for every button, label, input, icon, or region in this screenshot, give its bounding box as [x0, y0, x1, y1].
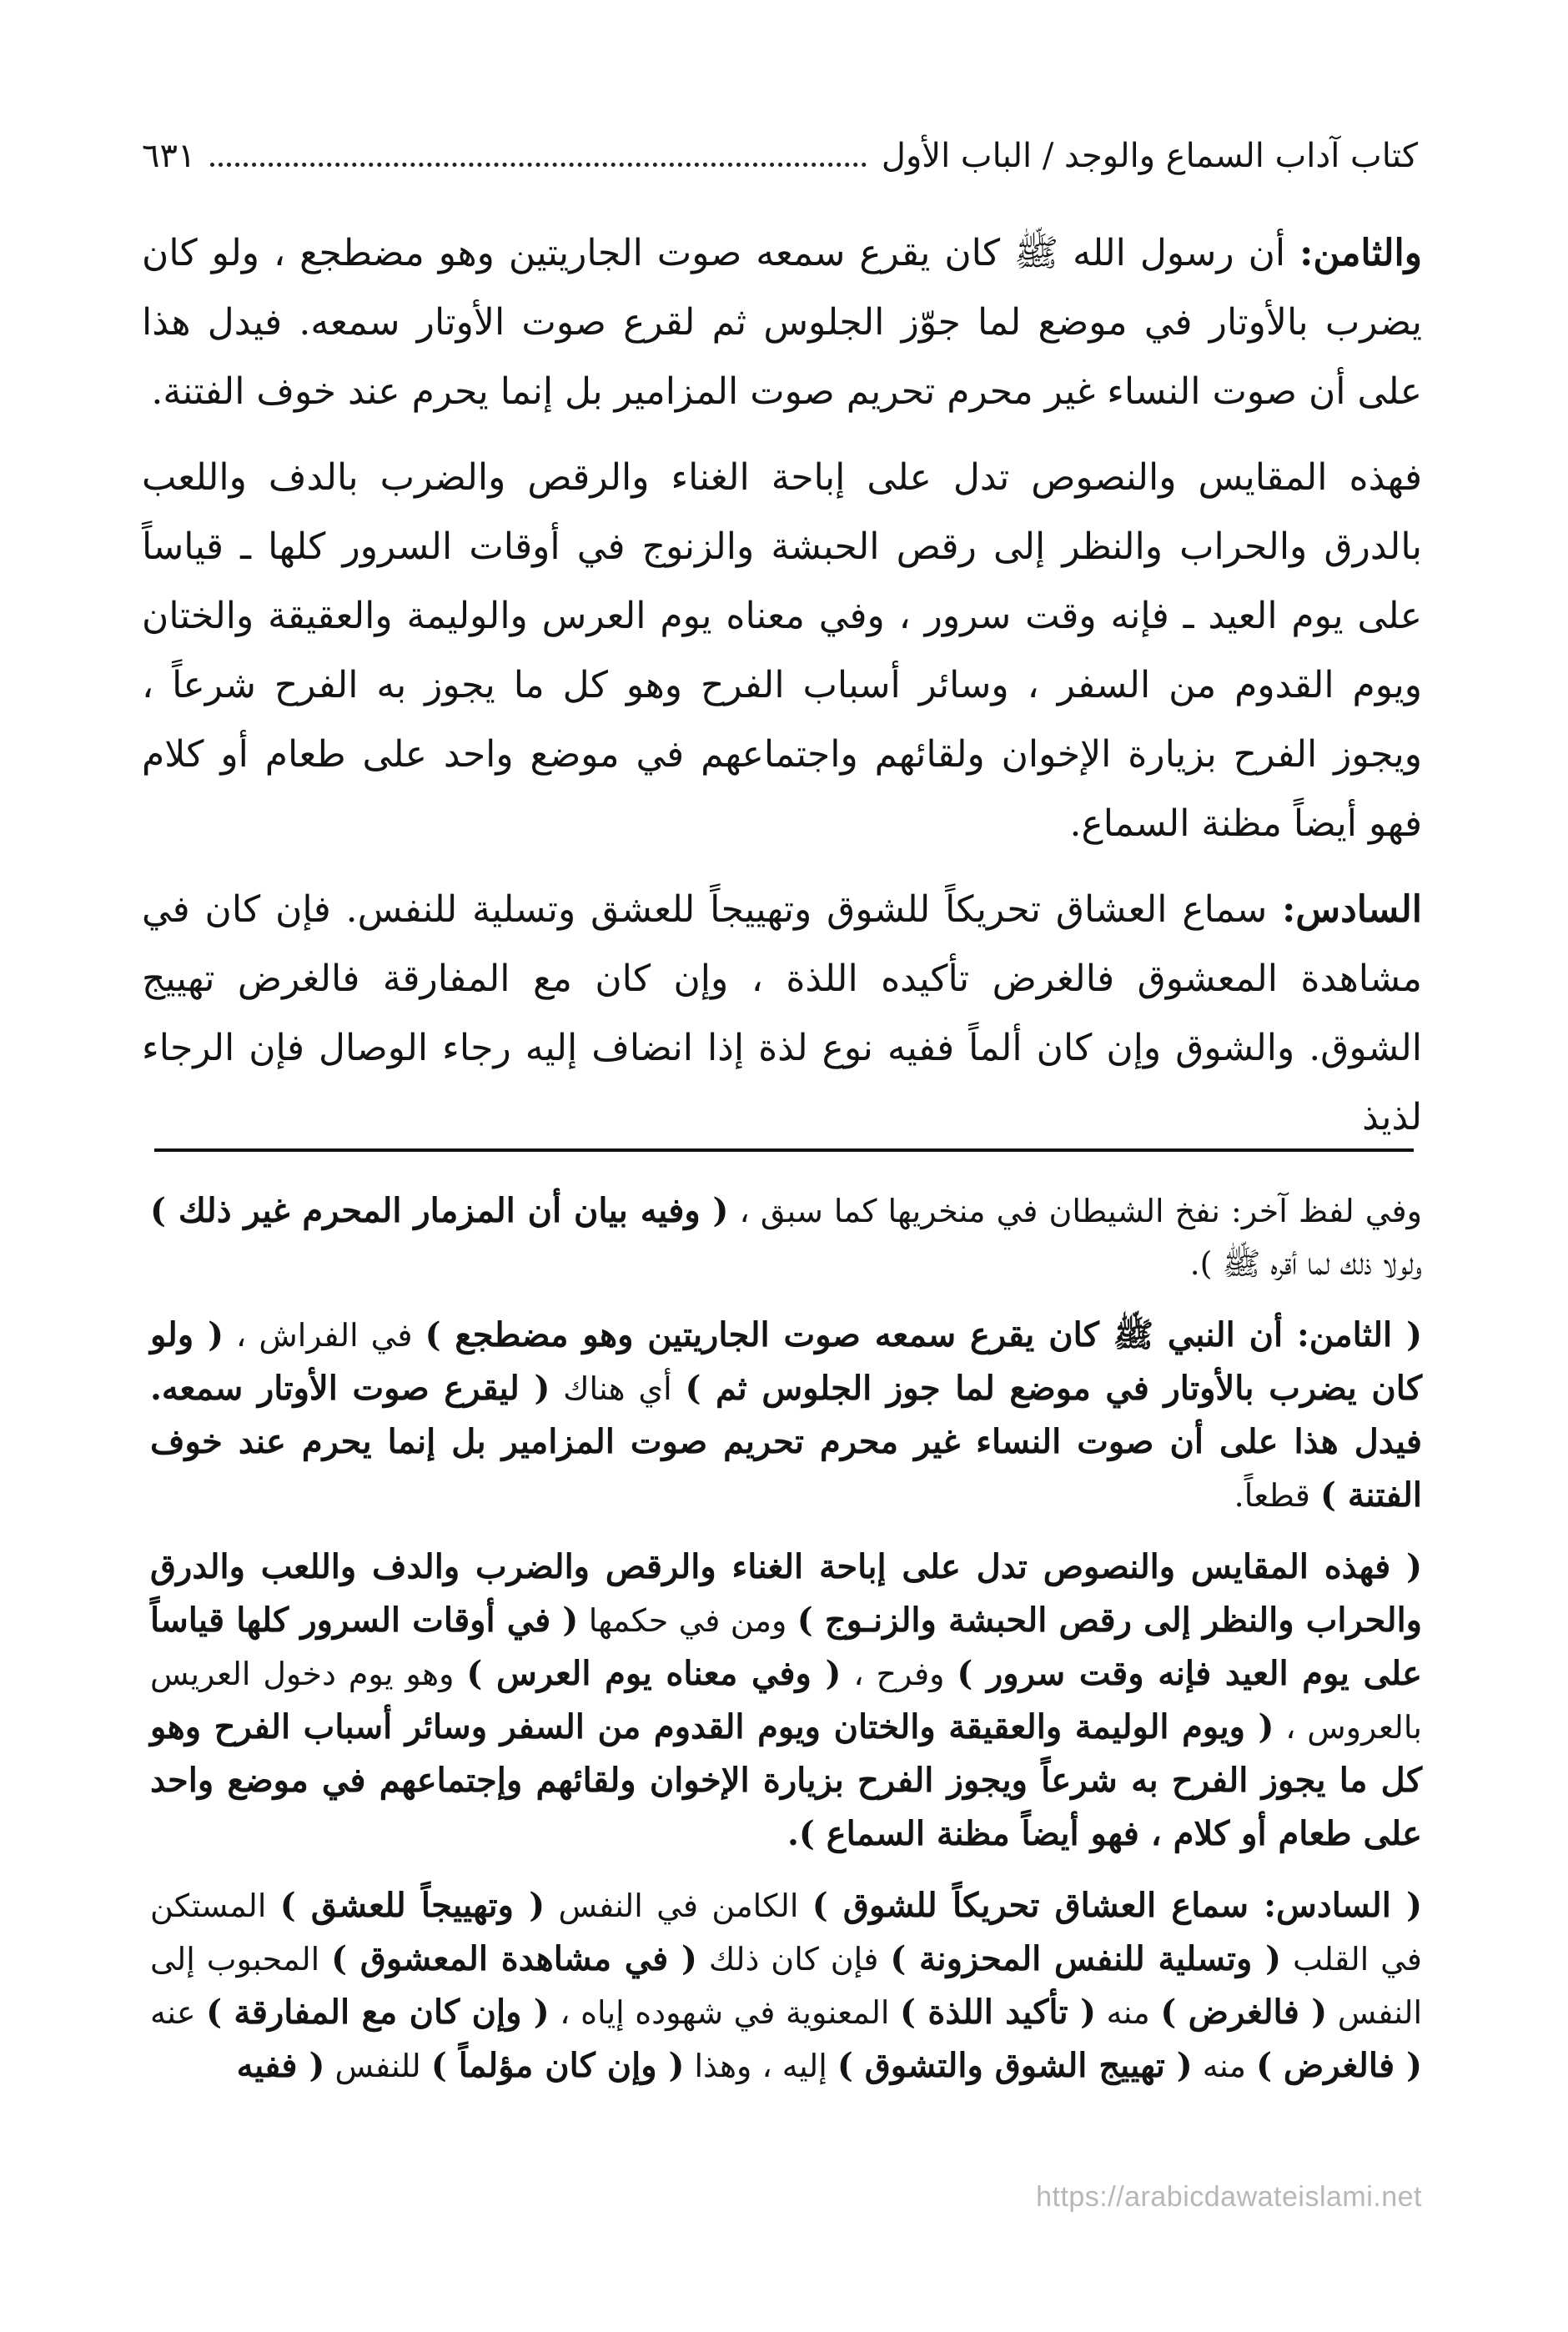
commentary-text: للنفس	[324, 2048, 431, 2084]
commentary-text: وهو يوم دخول العريس بالعروس ،	[150, 1656, 1422, 1746]
paragraph-eighth	[142, 219, 1422, 426]
leader-dots	[210, 159, 866, 167]
quoted-matn: ( ولو كان يضرب بالأوتار في موضع لما جوز الجلوس ثم )	[150, 1315, 1422, 1408]
commentary-text: عنه	[150, 1994, 207, 2031]
commentary-text: وفرح ،	[841, 1656, 957, 1692]
chapter-title: كتاب آداب السماع والوجد / الباب الأول	[881, 137, 1418, 175]
footnote-divider	[154, 1148, 1414, 1152]
paragraph-lead: السادس:	[1282, 888, 1422, 931]
commentary-text: وفي لفظ آخر: نفخ الشيطان في منخريها كما سبق ،	[728, 1193, 1422, 1229]
commentary-paragraph	[150, 1184, 1422, 1290]
commentary-text: إليه ، وهذا	[684, 2048, 837, 2084]
commentary-text: أي هناك	[550, 1370, 686, 1407]
main-text	[142, 219, 1422, 1169]
paragraph-analogies	[142, 443, 1422, 858]
quoted-matn: ( وتهييجاً للعشق )	[279, 1886, 545, 1925]
running-header	[142, 117, 1418, 175]
commentary	[150, 1184, 1422, 2111]
quoted-matn: ( ليقرع صوت الأوتار سمعه. فيدل هذا على أن صوت النساء غير محرم تحريم صوت المزامير بل إنما يحرم عند خوف الفتنة )	[150, 1369, 1422, 1515]
quoted-matn: ( ففيه	[236, 2046, 325, 2085]
commentary-text: المستكن في القلب	[150, 1887, 1422, 1978]
quoted-matn: ( وإن كان مع المفارقة )	[206, 1993, 550, 2032]
quoted-matn: ( فالغرض )	[1256, 2046, 1422, 2085]
quoted-matn: ( وتسلية للنفس المحزونة )	[890, 1939, 1282, 1978]
quoted-matn: ( ويوم الوليمة والعقيقة والختان ويوم القدوم من السفر وسائر أسباب الفرح وهو كل ما يجوز الفرح به شرعاً ويجوز الفرح بزيارة الإخوان ولقائهم وإجتماعهم في موضع واحد على طعام أو كلام ، فهو أيضاً مظنة السماع ).	[150, 1707, 1422, 1853]
commentary-paragraph	[150, 1540, 1422, 1861]
commentary-text: في الفراش ،	[224, 1317, 425, 1354]
commentary-text: ومن في حكمها	[578, 1602, 797, 1639]
paragraph-text: سماع العشاق تحريكاً للشوق وتهييجاً للعشق وتسلية للنفس. فإن كان في مشاهدة المعشوق فالغرض تأكيده اللذة ، وإن كان مع المفارقة فالغرض تهييج الشوق. والشوق وإن كان ألماً ففيه نوع لذة إذا انضاف إليه رجاء الوصال فإن الرجاء لذيذ	[142, 888, 1422, 1138]
commentary-text: منه	[1096, 1994, 1161, 2031]
commentary-text: الكامن في النفس	[545, 1887, 812, 1924]
paragraph-text: أن رسول الله ﷺ كان يقرع سمعه صوت الجاريتين وهو مضطجع ، ولو كان يضرب بالأوتار في موضع لما جوّز الجلوس ثم لقرع صوت الأوتار سمعه. فيدل هذا على أن صوت النساء غير محرم تحريم صوت المزامير بل إنما يحرم عند خوف الفتنة.	[142, 232, 1422, 413]
quoted-matn: ( فهذه المقايس والنصوص تدل على إباحة الغناء والرقص والضرب والدف واللعب والدرق والحراب والنظر إلى رقص الحبشة والزنـوج )	[150, 1547, 1422, 1640]
commentary-paragraph	[150, 1879, 1422, 2093]
commentary-text: فإن كان ذلك	[696, 1941, 891, 1978]
quoted-matn: ( الثامن: أن النبي ﷺ كان يقرع سمعه صوت الجاريتين وهو مضطجع )	[425, 1315, 1422, 1354]
quoted-matn: ( فالغرض )	[1160, 1993, 1328, 2032]
commentary-text: منه	[1192, 2048, 1257, 2084]
quoted-matn: ( في مشاهدة المعشوق )	[331, 1939, 697, 1978]
commentary-text: ولولا ذلك لما أقره ﷺ ).	[1189, 1245, 1422, 1282]
paragraph-text: فهذه المقايس والنصوص تدل على إباحة الغناء والرقص والضرب بالدف واللعب بالدرق والحراب والنظر إلى رقص الحبشة والزنوج في أوقات السرور كلها ـ قياساً على يوم العيد ـ فإنه وقت سرور ، وفي معناه يوم العرس والوليمة والعقيقة والختان ويوم القدوم من السفر ، وسائر أسباب الفرح وهو كل ما يجوز به الفرح شرعاً ، ويجوز الفرح بزيارة الإخوان ولقائهم واجتماعهم في موضع واحد على طعام أو كلام فهو أيضاً مظنة السماع.	[142, 456, 1422, 845]
quoted-matn: ( السادس: سماع العشاق تحريكاً للشوق )	[812, 1886, 1423, 1925]
paragraph-lead: والثامن:	[1299, 232, 1422, 274]
commentary-text: المحبوب إلى النفس	[150, 1941, 1423, 2031]
quoted-matn: ( تأكيد اللذة )	[900, 1993, 1097, 2032]
quoted-matn: ( وفيه بيان أن المزمار المحرم غير ذلك )	[150, 1191, 729, 1230]
commentary-text: المعنوية في شهوده إياه ،	[549, 1994, 901, 2031]
watermark-url: https://arabicdawateislami.net	[1036, 2181, 1422, 2213]
commentary-text: قطعاً.	[1234, 1477, 1321, 1514]
paragraph-sixth	[142, 875, 1422, 1152]
page-number: ٦٣١	[142, 137, 196, 175]
quoted-matn: ( وإن كان مؤلماً )	[430, 2046, 685, 2085]
commentary-paragraph	[150, 1309, 1422, 1522]
quoted-matn: ( تهييج الشوق والتشوق )	[837, 2046, 1193, 2085]
quoted-matn: ( وفي معناه يوم العرس )	[466, 1654, 842, 1693]
quoted-matn: ( في أوقات السرور كلها قياساً على يوم العيد فإنه وقت سرور )	[150, 1601, 1422, 1693]
